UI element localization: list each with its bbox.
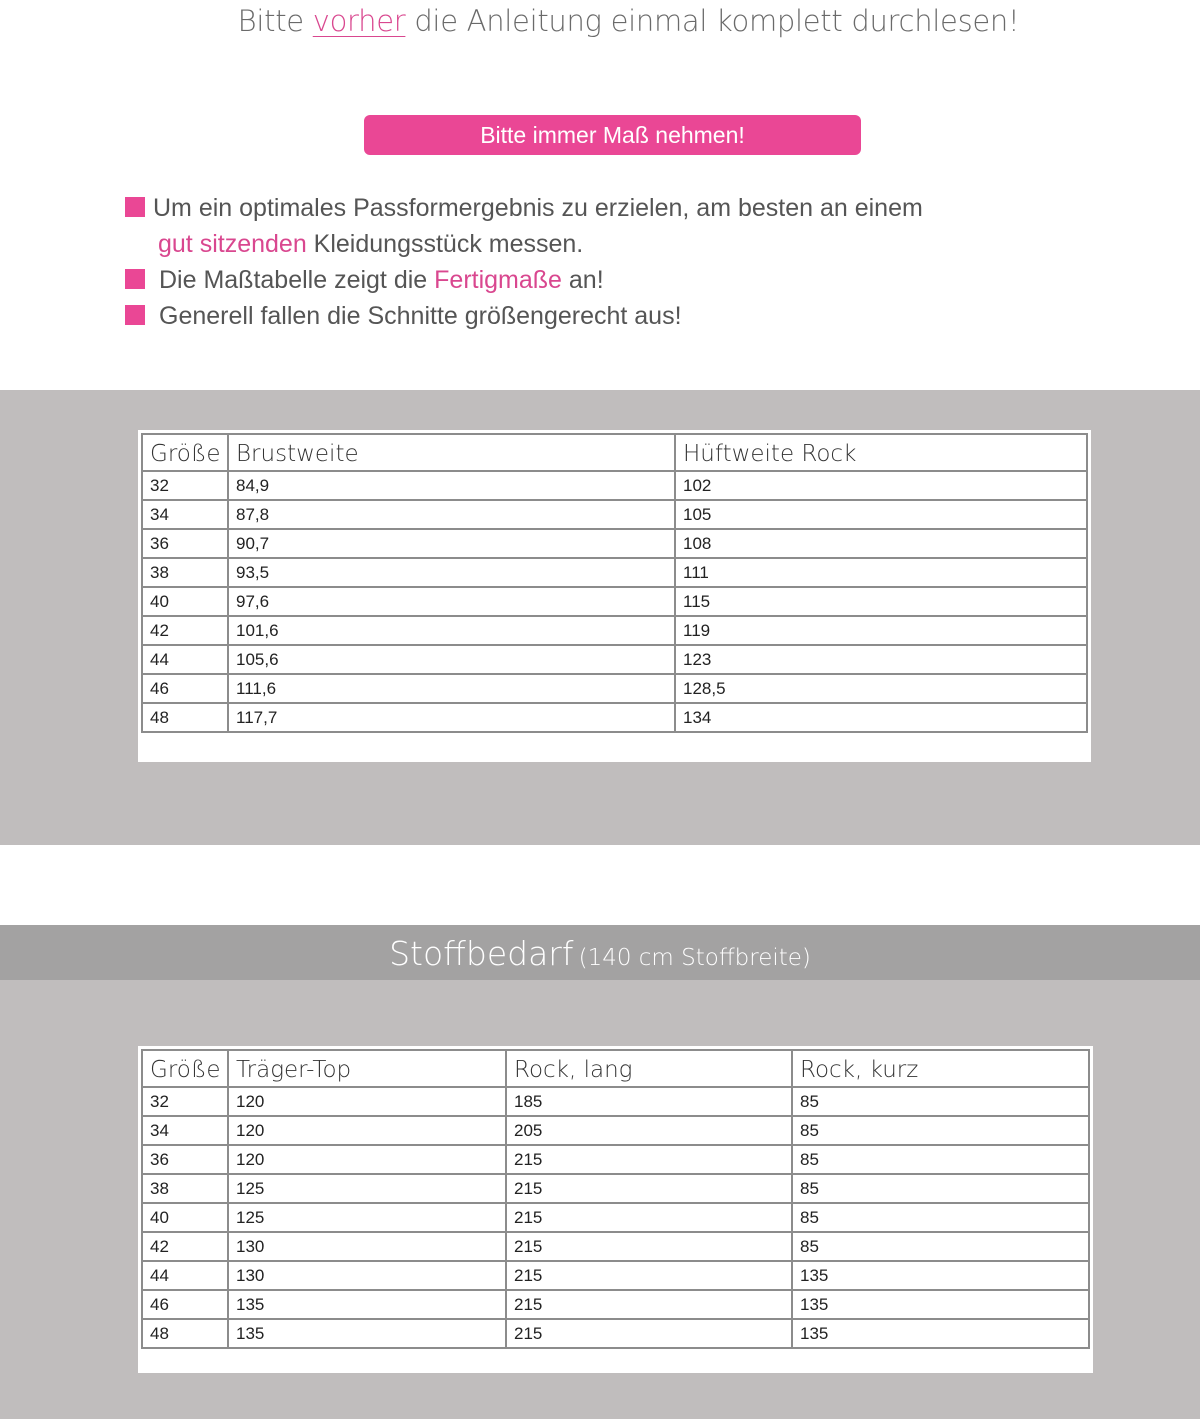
table-cell: 97,6: [228, 587, 675, 616]
table-cell: 215: [506, 1261, 792, 1290]
headline-before: Bitte: [237, 4, 313, 38]
table-cell: 135: [792, 1319, 1089, 1348]
table-row: [142, 1261, 1089, 1290]
table-cell: 90,7: [228, 529, 675, 558]
table-cell: 215: [506, 1145, 792, 1174]
fabric-table-header-short-skirt: Rock, kurz: [792, 1050, 1089, 1087]
table-cell: 120: [228, 1116, 506, 1145]
table-cell: 215: [506, 1319, 792, 1348]
table-cell: 85: [792, 1087, 1089, 1116]
table-cell: 135: [792, 1261, 1089, 1290]
table-cell: 111,6: [228, 674, 675, 703]
hint-item-1-line-2: [125, 226, 1025, 262]
fabric-table-header-size: Größe: [142, 1050, 228, 1087]
table-cell: 130: [228, 1261, 506, 1290]
table-cell: 44: [142, 645, 228, 674]
size-table-header-bust: Brustweite: [228, 434, 675, 471]
table-cell: 85: [792, 1145, 1089, 1174]
table-cell: 32: [142, 1087, 228, 1116]
table-cell: 102: [675, 471, 1087, 500]
table-cell: 85: [792, 1174, 1089, 1203]
hint-item-1-rest: Kleidungsstück messen.: [306, 230, 584, 258]
table-cell: 120: [228, 1087, 506, 1116]
hint-item-1-highlight: gut sitzenden: [158, 230, 307, 258]
table-cell: 85: [792, 1203, 1089, 1232]
table-row: [142, 645, 1087, 674]
table-cell: 105,6: [228, 645, 675, 674]
table-row: [142, 500, 1087, 529]
table-cell: 128,5: [675, 674, 1087, 703]
pink-square-icon: [125, 305, 145, 325]
table-cell: 34: [142, 500, 228, 529]
hint-item-1: [125, 190, 1025, 262]
fabric-table-header-top: Träger-Top: [228, 1050, 506, 1087]
table-cell: 215: [506, 1203, 792, 1232]
table-cell: 85: [792, 1232, 1089, 1261]
table-row: [142, 1290, 1089, 1319]
hint-item-2-text: [125, 262, 1025, 298]
table-row: [142, 1203, 1089, 1232]
table-row: [142, 587, 1087, 616]
hint-item-2: [125, 262, 1025, 298]
table-cell: 134: [675, 703, 1087, 732]
table-cell: 105: [675, 500, 1087, 529]
hint-item-1-line-1: Um ein optimales Passformergebnis zu erzielen, am besten an einem: [153, 194, 923, 222]
table-cell: 215: [506, 1174, 792, 1203]
table-cell: 40: [142, 587, 228, 616]
pink-square-icon: [125, 269, 145, 289]
table-cell: 205: [506, 1116, 792, 1145]
table-row: [142, 1087, 1089, 1116]
hint-item-2-before: Die Maßtabelle zeigt die: [159, 266, 435, 294]
table-cell: 117,7: [228, 703, 675, 732]
size-table: [141, 433, 1088, 733]
hint-item-3-text: Generell fallen die Schnitte größengerecht aus!: [159, 302, 682, 330]
table-cell: 135: [228, 1319, 506, 1348]
table-cell: 38: [142, 1174, 228, 1203]
table-cell: 87,8: [228, 500, 675, 529]
table-row: [142, 1174, 1089, 1203]
hint-item-3: [125, 298, 1025, 334]
size-table-frame: [138, 430, 1091, 762]
table-cell: 46: [142, 674, 228, 703]
fabric-table-frame: [138, 1046, 1093, 1373]
table-cell: 123: [675, 645, 1087, 674]
table-cell: 125: [228, 1174, 506, 1203]
table-cell: 93,5: [228, 558, 675, 587]
headline-highlight: vorher: [312, 4, 406, 38]
table-row: [142, 1232, 1089, 1261]
fabric-subtitle: (140 cm Stoffbreite): [578, 945, 811, 971]
table-row: [142, 703, 1087, 732]
fabric-table: [141, 1049, 1090, 1349]
table-cell: 48: [142, 1319, 228, 1348]
table-cell: 130: [228, 1232, 506, 1261]
hint-item-2-after: an!: [561, 266, 604, 294]
size-table-header-size: Größe: [142, 434, 228, 471]
table-cell: 125: [228, 1203, 506, 1232]
fabric-table-header-row: [142, 1050, 1089, 1087]
measure-banner: Bitte immer Maß nehmen!: [364, 115, 861, 155]
fabric-title: Stoffbedarf: [389, 934, 574, 973]
table-cell: 215: [506, 1290, 792, 1319]
size-table-header-row: [142, 434, 1087, 471]
page-headline: [0, 4, 1200, 38]
table-cell: 44: [142, 1261, 228, 1290]
fabric-section-title: [0, 925, 1200, 980]
table-cell: 32: [142, 471, 228, 500]
hint-item-2-highlight: Fertigmaße: [434, 266, 562, 294]
table-row: [142, 471, 1087, 500]
table-row: [142, 616, 1087, 645]
table-cell: 85: [792, 1116, 1089, 1145]
table-row: [142, 674, 1087, 703]
table-row: [142, 529, 1087, 558]
pink-square-icon: [125, 197, 145, 217]
table-cell: 38: [142, 558, 228, 587]
headline-after: die Anleitung einmal komplett durchlesen!: [405, 4, 1020, 38]
table-row: [142, 1145, 1089, 1174]
table-cell: 40: [142, 1203, 228, 1232]
fabric-table-header-long-skirt: Rock, lang: [506, 1050, 792, 1087]
table-cell: 36: [142, 1145, 228, 1174]
table-cell: 101,6: [228, 616, 675, 645]
table-cell: 34: [142, 1116, 228, 1145]
table-cell: 42: [142, 616, 228, 645]
table-cell: 48: [142, 703, 228, 732]
table-cell: 115: [675, 587, 1087, 616]
table-cell: 111: [675, 558, 1087, 587]
table-cell: 120: [228, 1145, 506, 1174]
size-table-header-hip: Hüftweite Rock: [675, 434, 1087, 471]
table-cell: 84,9: [228, 471, 675, 500]
hint-list: [125, 190, 1025, 334]
table-row: [142, 1116, 1089, 1145]
table-row: [142, 1319, 1089, 1348]
table-cell: 36: [142, 529, 228, 558]
table-cell: 185: [506, 1087, 792, 1116]
table-row: [142, 558, 1087, 587]
table-cell: 135: [228, 1290, 506, 1319]
table-cell: 42: [142, 1232, 228, 1261]
table-cell: 46: [142, 1290, 228, 1319]
table-cell: 135: [792, 1290, 1089, 1319]
table-cell: 215: [506, 1232, 792, 1261]
table-cell: 108: [675, 529, 1087, 558]
table-cell: 119: [675, 616, 1087, 645]
